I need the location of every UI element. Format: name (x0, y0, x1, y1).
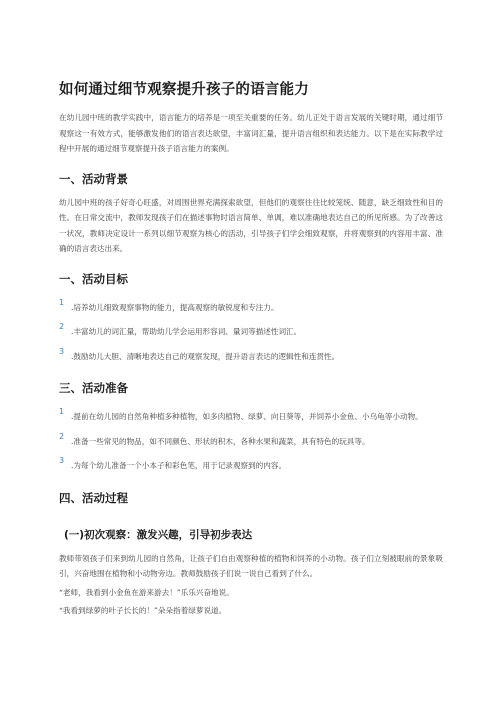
intro-paragraph: 在幼儿园中班的教学实践中，语言能力的培养是一项至关重要的任务。幼儿正处于语言发展的关键时期，通过细节观察这一有效方式，能够激发他们的语言表达欲望，丰富词汇量，提升语言组织和表达能力。以下是在实际教学过程中开展的通过细节观察提升孩子语言能力的案例。 (59, 113, 443, 153)
dialogue-line: “我看到绿萝的叶子长长的！”朵朵指着绿萝说道。 (59, 606, 227, 615)
list-item-text: .培养幼儿细致观察事物的能力，提高观察的敏锐度和专注力。 (71, 302, 279, 312)
list-item-number: 2 (59, 322, 65, 331)
list-item-text: .鼓励幼儿大胆、清晰地表达自己的观察发现，提升语言表达的逻辑性和连贯性。 (71, 351, 340, 361)
list-item-number: 3 (59, 346, 65, 356)
list-item (59, 295, 443, 316)
list-item-text: .丰富幼儿的词汇量，帮助幼儿学会运用形容词、量词等描述性词汇。 (71, 327, 302, 336)
list-item-number: 2 (59, 431, 65, 441)
process-paragraph: 教师带领孩子们来到幼儿园的自然角，让孩子们自由观察种植的植物和饲养的小动物。孩子们立刻被眼前的景象吸引，兴奋地围在植物和小动物旁边。教师鼓励孩子们说一说自己看到了什么。 (59, 553, 443, 578)
subsection-heading-first-observation: (一)初次观察：激发兴趣，引导初步表达 (64, 528, 253, 541)
section-heading-background: 一、活动背景 (59, 171, 128, 186)
list-item-number: 1 (59, 297, 65, 307)
list-item-text: .为每个幼儿准备一个小本子和彩色笔，用于记录观察到的内容。 (71, 461, 287, 470)
preparation-list (59, 404, 443, 474)
list-item-text: .提前在幼儿园的自然角种植多种植物，如多肉植物、绿萝、向日葵等，并饲养小金鱼、小乌龟等小动物。 (71, 412, 423, 421)
document-content (59, 80, 443, 619)
list-item-number: 3 (59, 456, 65, 465)
section-heading-goals: 一、活动目标 (59, 271, 128, 286)
section-heading-preparation: 三、活动准备 (59, 381, 128, 395)
list-item (59, 404, 443, 425)
section-heading-process: 四、活动过程 (59, 490, 128, 505)
dialogue-line: “老师，我看到小金鱼在游来游去！”乐乐兴奋地说。 (59, 587, 234, 597)
list-item (59, 453, 443, 474)
list-item (59, 344, 443, 365)
list-item-text: .准备一些常见的物品，如不同颜色、形状的积木，各种水果和蔬菜，具有特色的玩具等。 (71, 436, 370, 446)
list-item (59, 319, 443, 340)
background-paragraph: 幼儿园中班的孩子好奇心旺盛，对周围世界充满探索欲望，但他们的观察往往比较笼统、随意，缺乏细致性和目的性。在日常交流中，教师发现孩子们在描述事物时语言简单、单调，难以准确地表达自己的所见所感。为了改善这一状况，教师决定设计一系列以细节观察为核心的活动，引导孩子们学会细致观察，并将观察到的内容用丰富、准确的语言表达出来。 (59, 197, 443, 253)
document-title: 如何通过细节观察提升孩子的语言能力 (59, 82, 309, 98)
list-item-number: 1 (59, 407, 65, 416)
list-item (59, 429, 443, 450)
goals-list (59, 295, 443, 365)
